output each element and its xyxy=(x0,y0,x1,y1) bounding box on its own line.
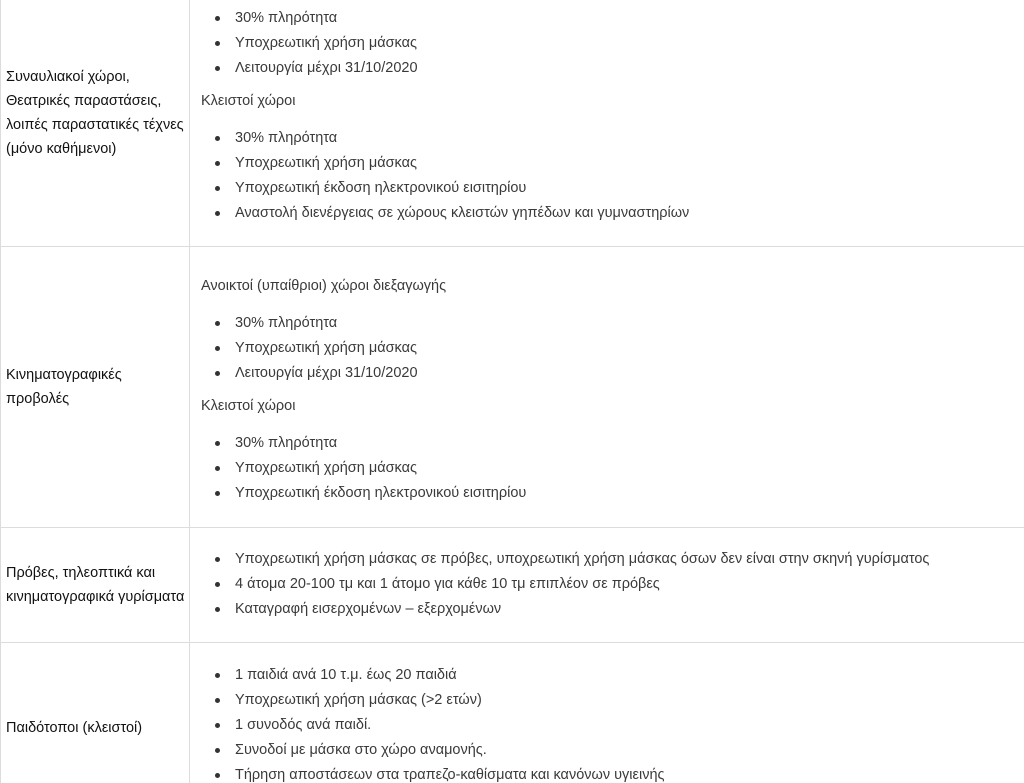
list-item: Υποχρεωτική χρήση μάσκας xyxy=(235,456,1015,481)
list-item: Λειτουργία μέχρι 31/10/2020 xyxy=(235,361,1015,386)
row-content xyxy=(190,0,1024,247)
row-label: Παιδότοποι (κλειστοί) xyxy=(1,643,190,783)
closed-space-list xyxy=(201,126,1015,226)
row-label: Συναυλιακοί χώροι, Θεατρικές παραστάσεις, λοιπές παραστατικές τέχνες (μόνο καθήμενοι) xyxy=(1,0,190,247)
table-row xyxy=(1,528,1024,643)
list-item: 30% πληρότητα xyxy=(235,431,1015,456)
list-item: 4 άτομα 20-100 τμ και 1 άτομο για κάθε 10 τμ επιπλέον σε πρόβες xyxy=(235,572,1015,597)
row-label: Κινηματογραφικές προβολές xyxy=(1,247,190,528)
table-row xyxy=(1,643,1024,783)
list-item: Καταγραφή εισερχομένων – εξερχομένων xyxy=(235,597,1015,622)
row-content xyxy=(190,247,1024,528)
rules-list xyxy=(201,663,1015,783)
row-label: Πρόβες, τηλεοπτικά και κινηματογραφικά γυρίσματα xyxy=(1,528,190,643)
list-item: Τήρηση αποστάσεων στα τραπεζο-καθίσματα και κανόνων υγιεινής xyxy=(235,763,1015,783)
list-item: Υποχρεωτική χρήση μάσκας xyxy=(235,336,1015,361)
list-item: Λειτουργία μέχρι 31/10/2020 xyxy=(235,56,1015,81)
open-space-list xyxy=(201,311,1015,386)
list-item: 1 παιδιά ανά 10 τ.μ. έως 20 παιδιά xyxy=(235,663,1015,688)
list-item: Αναστολή διενέργειας σε χώρους κλειστών γηπέδων και γυμναστηρίων xyxy=(235,201,1015,226)
list-item: Συνοδοί με μάσκα στο χώρο αναμονής. xyxy=(235,738,1015,763)
list-item: Υποχρεωτική έκδοση ηλεκτρονικού εισιτηρίου xyxy=(235,481,1015,506)
list-item: 30% πληρότητα xyxy=(235,126,1015,151)
list-item: Υποχρεωτική χρήση μάσκας (>2 ετών) xyxy=(235,688,1015,713)
table-row xyxy=(1,0,1024,247)
closed-spaces-heading: Κλειστοί χώροι xyxy=(201,93,296,109)
row-content xyxy=(190,528,1024,643)
rules-list xyxy=(201,547,1015,622)
list-item: Υποχρεωτική χρήση μάσκας σε πρόβες, υποχρεωτική χρήση μάσκας όσων δεν είναι στην σκηνή γυρίσματος xyxy=(235,547,1015,572)
list-item: 30% πληρότητα xyxy=(235,6,1015,31)
row-content xyxy=(190,643,1024,783)
open-spaces-heading: Ανοικτοί (υπαίθριοι) χώροι διεξαγωγής xyxy=(201,277,447,294)
open-space-list xyxy=(201,6,1015,81)
closed-space-list xyxy=(201,431,1015,506)
list-item: Υποχρεωτική χρήση μάσκας xyxy=(235,151,1015,176)
list-item: Υποχρεωτική έκδοση ηλεκτρονικού εισιτηρίου xyxy=(235,176,1015,201)
table-row xyxy=(1,247,1024,528)
closed-spaces-heading: Κλειστοί χώροι xyxy=(201,397,296,414)
list-item: 30% πληρότητα xyxy=(235,311,1015,336)
list-item: 1 συνοδός ανά παιδί. xyxy=(235,713,1015,738)
list-item: Υποχρεωτική χρήση μάσκας xyxy=(235,31,1015,56)
